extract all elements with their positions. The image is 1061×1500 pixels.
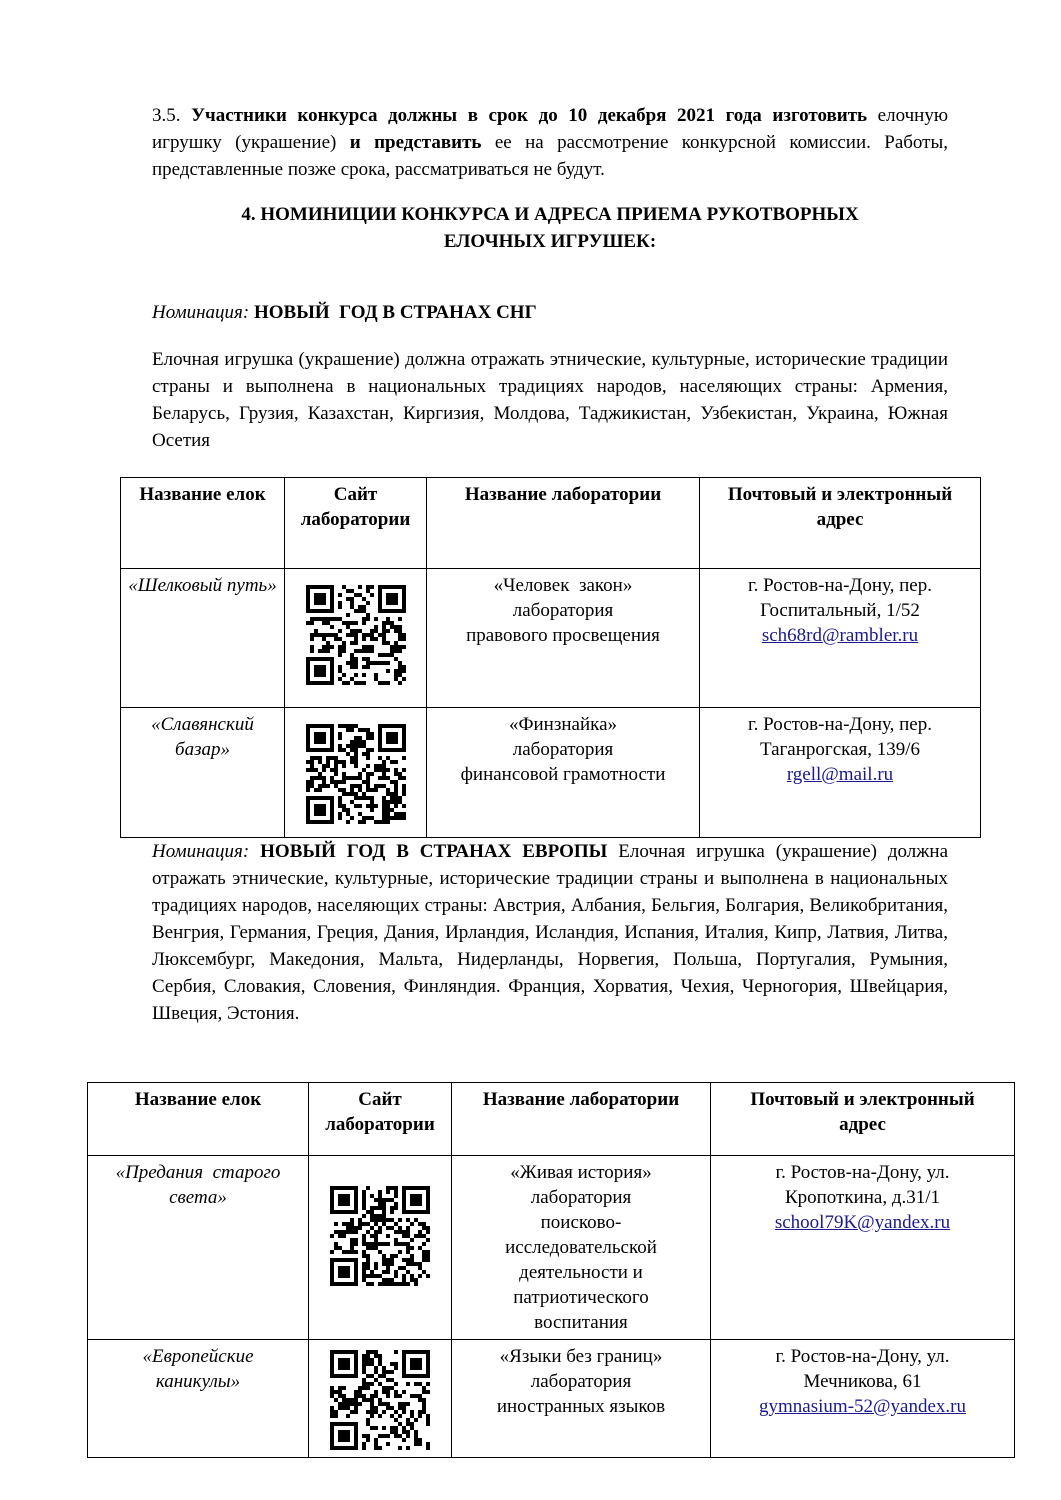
header-lab-name: Название лаборатории	[427, 478, 700, 569]
table-row	[88, 1340, 1015, 1458]
laboratories-table-2	[87, 1082, 1015, 1458]
address-cell: г. Ростов-на-Дону, ул. Кропоткина, д.31/1 school79K@yandex.ru	[711, 1156, 1015, 1340]
section-3-5-paragraph: 3.5. Участники конкурса должны в срок до 10 декабря 2021 года изготовить елочную игрушку (украшение) и представить ее на рассмотрение конкурсной комиссии. Работы, представленные позже срока, рассматриваться не будут.	[152, 105, 949, 180]
laboratories-table-1	[120, 477, 981, 838]
email-link[interactable]: school79K@yandex.ru	[774, 1212, 951, 1233]
table-header-row	[88, 1083, 1015, 1156]
tree-name-cell: «Славянский базар»	[121, 708, 285, 838]
nomination-description: Елочная игрушка (украшение) должна отражать этнические, культурные, исторические традиции страны и выполнена в национальных традициях народов, населяющих страны: Австрия, Албания, Бельгия, Болгария, Великобритания, Венгрия, Германия, Греция, Дания, Ирландия, Исландия, Испания, Италия, Кипр, Латвия, Литва, Люксембург, Македония, Мальта, Нидерланды, Норвегия, Польша, Португалия, Румыния, Сербия, Словакия, Словения, Финляндия. Франция, Хорватия, Чехия, Черногория, Швейцария, Швеция, Эстония.	[152, 841, 949, 1024]
qr-code-icon[interactable]	[306, 585, 406, 685]
table-row	[121, 708, 981, 838]
header-tree-name: Название елок	[121, 478, 285, 569]
lab-name-cell: «Языки без границ» лаборатория иностранных языков	[452, 1340, 711, 1458]
header-lab-site: Сайт лаборатории	[309, 1083, 452, 1156]
qr-cell	[285, 569, 427, 708]
qr-code-icon[interactable]	[306, 724, 406, 824]
qr-cell	[309, 1156, 452, 1340]
address-cell: г. Ростов-на-Дону, пер. Госпитальный, 1/52 sch68rd@rambler.ru	[700, 569, 981, 708]
nomination-name: НОВЫЙ ГОД В СТРАНАХ ЕВРОПЫ	[260, 841, 608, 862]
address-cell: г. Ростов-на-Дону, ул. Мечникова, 61 gymnasium-52@yandex.ru	[711, 1340, 1015, 1458]
nomination-name: НОВЫЙ ГОД В СТРАНАХ СНГ	[253, 302, 537, 323]
email-link[interactable]: sch68rd@rambler.ru	[761, 625, 919, 646]
lab-name-cell: «Человек закон» лаборатория правового просвещения	[427, 569, 700, 708]
header-tree-name: Название елок	[88, 1083, 309, 1156]
tree-name-cell: «Шелковый путь»	[121, 569, 285, 708]
header-lab-site: Сайт лаборатории	[285, 478, 427, 569]
table-header-row	[121, 478, 981, 569]
header-lab-name: Название лаборатории	[452, 1083, 711, 1156]
nomination-2-paragraph	[152, 838, 948, 1027]
lab-name-cell: «Живая история» лаборатория поисково-исследовательской деятельности и патриотического воспитания	[452, 1156, 711, 1340]
table-row	[88, 1156, 1015, 1340]
section-number: 3.5.	[152, 105, 181, 126]
qr-code-icon[interactable]	[330, 1186, 430, 1286]
header-address: Почтовый и электронный адрес	[700, 478, 981, 569]
nomination-label: Номинация:	[152, 302, 250, 323]
deadline-text: Участники конкурса должны в срок до 10 декабря 2021 года изготовить	[191, 105, 868, 126]
email-link[interactable]: gymnasium-52@yandex.ru	[759, 1396, 966, 1417]
qr-cell	[285, 708, 427, 838]
tree-name-cell: «Европейские каникулы»	[88, 1340, 309, 1458]
qr-code-icon[interactable]	[330, 1350, 430, 1450]
tree-name-cell: «Предания старого света»	[88, 1156, 309, 1340]
nomination-label: Номинация:	[152, 841, 250, 862]
address-cell: г. Ростов-на-Дону, пер. Таганрогская, 139/6 rgell@mail.ru	[700, 708, 981, 838]
nomination-1-title	[152, 299, 948, 326]
qr-cell	[309, 1340, 452, 1458]
table-row	[121, 569, 981, 708]
section-4-heading: 4. НОМИНИЦИИ КОНКУРСА И АДРЕСА ПРИЕМА РУКОТВОРНЫХ ЕЛОЧНЫХ ИГРУШЕК:	[241, 204, 859, 252]
lab-name-cell: «Финзнайка» лаборатория финансовой грамотности	[427, 708, 700, 838]
nomination-1-description: Елочная игрушка (украшение) должна отражать этнические, культурные, исторические традиции страны и выполнена в национальных традициях народов, населяющих страны: Армения, Беларусь, Грузия, Казахстан, Киргизия, Молдова, Таджикистан, Узбекистан, Украина, Южная Осетия	[152, 349, 948, 451]
email-link[interactable]: rgell@mail.ru	[786, 764, 894, 785]
header-address: Почтовый и электронный адрес	[711, 1083, 1015, 1156]
